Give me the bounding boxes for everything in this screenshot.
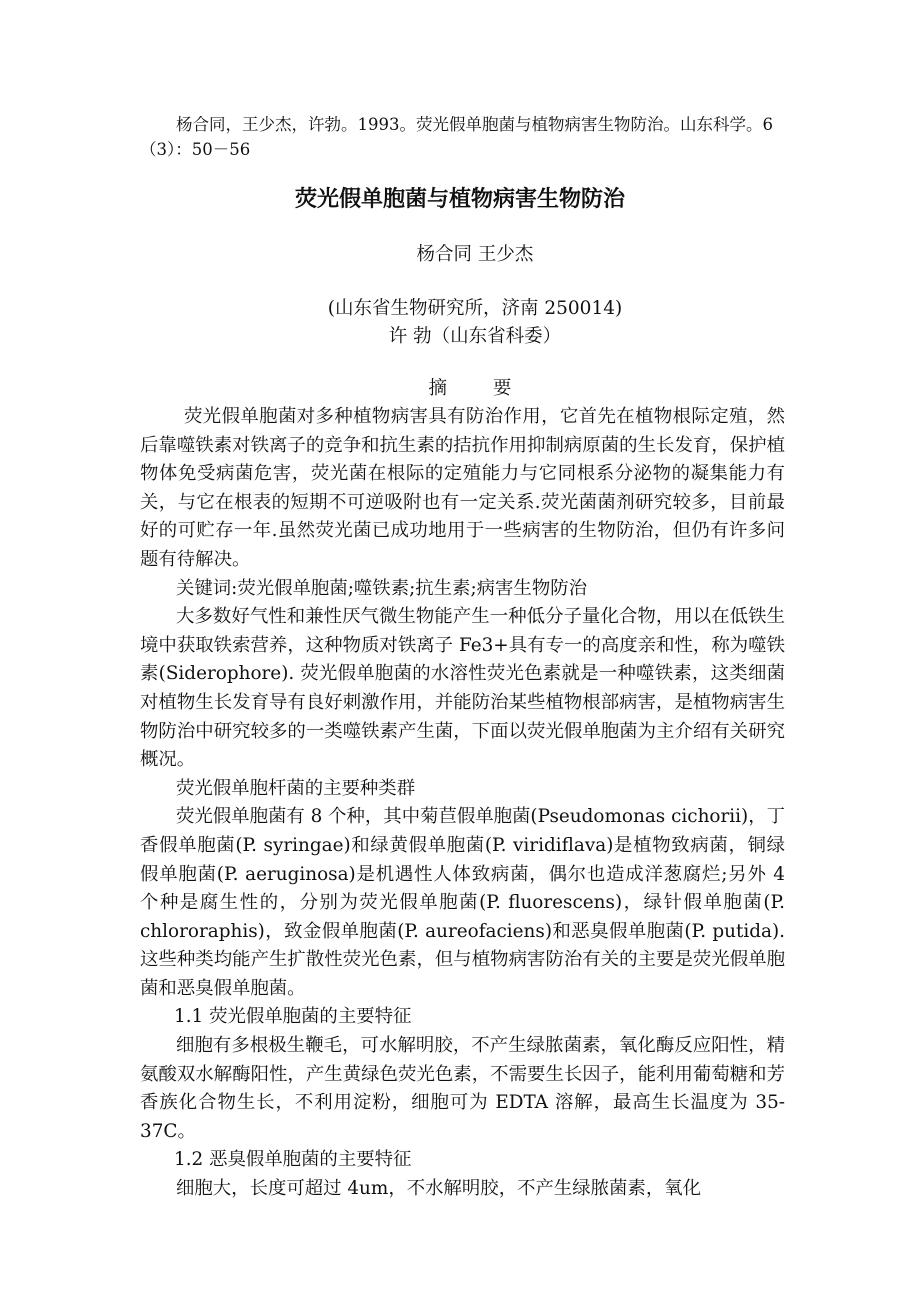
second-author: 许 勃（山东省科委）: [388, 326, 562, 347]
body-text: [140, 403, 785, 1204]
paper-title: 荧光假单胞菌与植物病害生物防治: [294, 187, 625, 212]
keywords: 关键词:荧光假单胞菌;噬铁素;抗生素;病害生物防治: [176, 577, 587, 599]
intro-paragraph: 大多数好气性和兼性厌气微生物能产生一种低分子量化合物，用以在低铁生境中获取铁索营养，这种物质对铁离子 Fe3+具有专一的高度亲和性，称为噬铁素(Siderophore). 荧光假单胞菌的水溶性荧光色素就是一种噬铁素，这类细菌对植物生长发育导有良好刺激作用，并能防治某些植物根部病害，是植物病害生物防治中研究较多的一类噬铁素产生菌，下面以荧光假单胞菌为主介绍有关研究概况。: [140, 606, 785, 771]
section-1-heading: 荧光假单胞杆菌的主要种类群: [176, 777, 416, 799]
abstract-paragraph: 荧光假单胞菌对多种植物病害具有防治作用，它首先在植物根际定殖，然后靠噬铁素对铁离子的竞争和抗生素的拮抗作用抑制病原菌的生长发育，保护植物体免受病菌危害，荧光菌在根际的定殖能力与它同根系分泌物的凝集能力有关，与它在根表的短期不可逆吸附也有一定关系.荧光菌菌剂研究较多，目前最好的可贮存一年.虽然荧光菌已成功地用于一些病害的生物防治，但仍有许多问题有待解决。: [140, 406, 785, 570]
section-1-2-heading: 1.2 恶臭假单胞菌的主要特征: [174, 1149, 412, 1171]
section-1-paragraph: 荧光假单胞菌有 8 个种，其中菊苣假单胞菌(Pseudomonas cichorii)，丁香假单胞菌(P. syringae)和绿黄假单胞菌(P. viridiflava)是植物致病菌，铜绿假单胞菌(P. aeruginosa)是机遇性人体致病菌，偶尔也造成洋葱腐烂;另外 4 个种是腐生性的，分别为荧光假单胞菌(P. fluorescens)，绿针假单胞菌(P. chlororaphis)，致金假单胞菌(P. aureofaciens)和恶臭假单胞菌(P. putida). 这些种类均能产生扩散性荧光色素，但与植物病害防治有关的主要是荧光假单胞菌和恶臭假单胞菌。: [140, 806, 786, 999]
section-1-1-heading: 1.1 荧光假单胞菌的主要特征: [174, 1006, 412, 1028]
abstract-heading: 摘 要: [428, 378, 532, 399]
affiliation: (山东省生物研究所，济南 250014): [327, 298, 623, 319]
section-1-1-paragraph: 细胞有多根极生鞭毛，可水解明胶，不产生绿脓菌素，氧化酶反应阳性，精氨酸双水解酶阳性，产生黄绿色荧光色素，不需要生长因子，能利用葡萄糖和芳香族化合物生长，不利用淀粉，细胞可为 EDTA 溶解，最高生长温度为 35-37C。: [140, 1035, 785, 1142]
citation: 杨合同，王少杰，许勃。1993。荧光假单胞菌与植物病害生物防治。山东科学。6（3）：50－56: [140, 115, 773, 159]
authors: 杨合同 王少杰: [416, 244, 534, 265]
section-1-2-paragraph: 细胞大，长度可超过 4um，不水解明胶，不产生绿脓菌素，氧化: [176, 1178, 701, 1200]
